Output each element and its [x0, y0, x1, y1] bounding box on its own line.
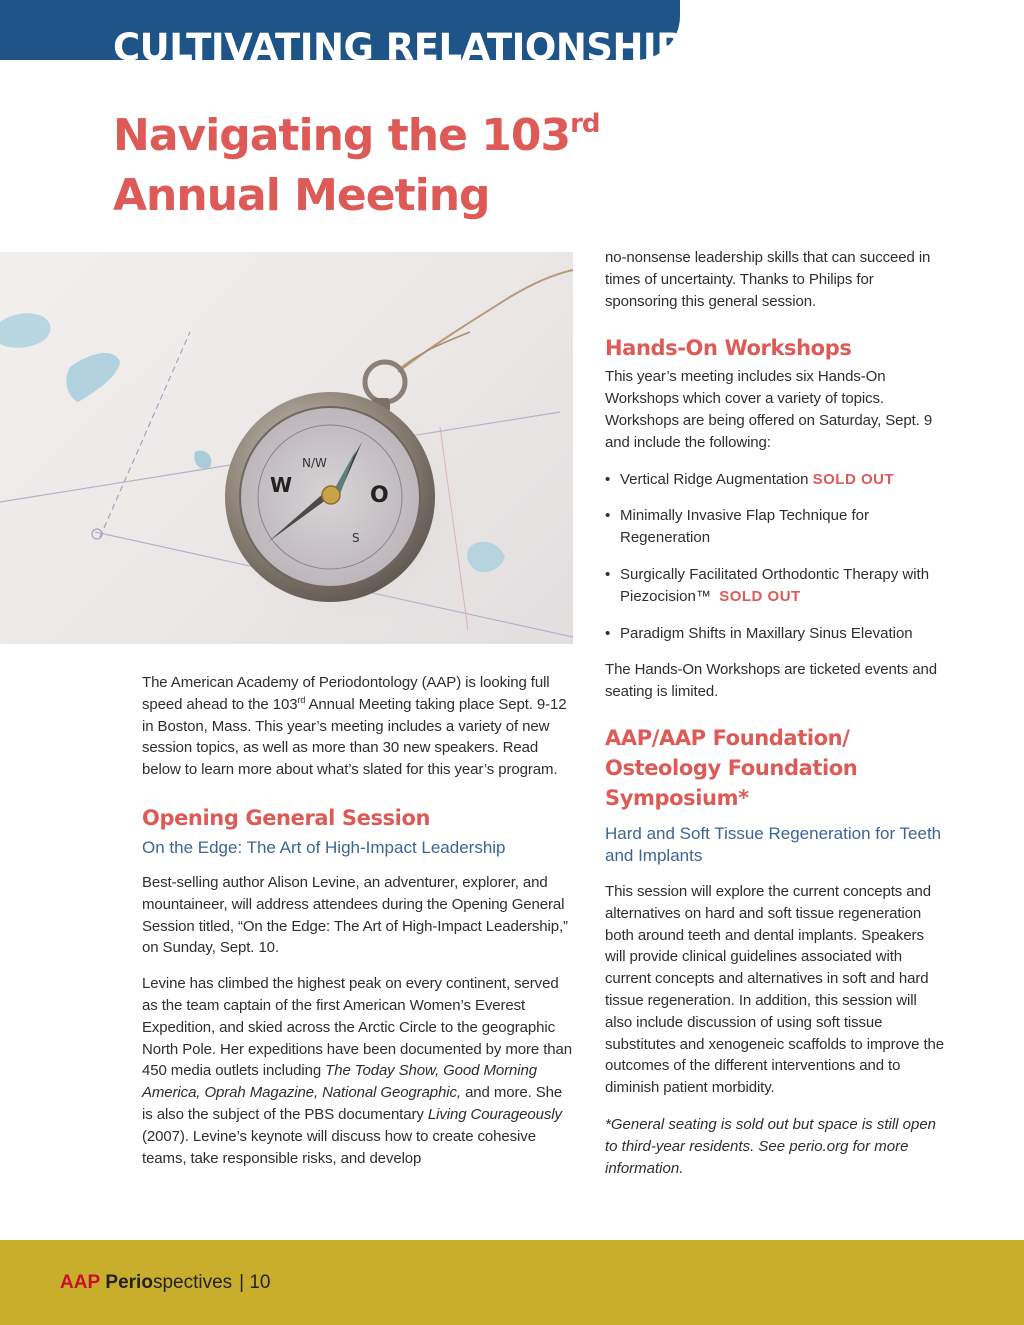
title-superscript: rd — [570, 109, 600, 139]
workshop-item: • Surgically Facilitated Orthodontic Therapy with Piezocision™ SOLD OUT — [605, 565, 930, 605]
page-title — [113, 106, 600, 226]
compass-pivot — [322, 486, 340, 504]
brand-perio: Perio — [105, 1272, 153, 1293]
symposium-subheading: Hard and Soft Tissue Regeneration for Teeth and Implants — [605, 823, 942, 865]
footer-brand — [60, 1272, 271, 1294]
compass-string — [398, 270, 573, 372]
sold-out-badge: SOLD OUT — [812, 470, 895, 488]
right-column — [605, 247, 945, 1179]
workshop-item: • Vertical Ridge Augmentation SOLD OUT — [605, 470, 895, 488]
map-lake — [194, 451, 211, 469]
dial-mark-s: S — [352, 531, 360, 545]
opening-session-heading: Opening General Session — [142, 805, 431, 830]
symposium-note: *General seating is sold out but space is still open to third-year residents. See perio.org for more information. — [605, 1115, 937, 1177]
symposium-heading: AAP/AAP Foundation/ Osteology Foundation Symposium* — [605, 725, 858, 810]
map-lake — [467, 542, 505, 572]
opening-session-subheading: On the Edge: The Art of High-Impact Leadership — [142, 837, 506, 857]
section-label: CULTIVATING RELATIONSHIPS — [113, 26, 709, 69]
dial-mark-w: W — [270, 473, 293, 497]
workshop-item: • Paradigm Shifts in Maxillary Sinus Elevation — [605, 624, 913, 642]
left-column — [142, 672, 572, 1169]
workshop-item: • Minimally Invasive Flap Technique for Regeneration — [605, 507, 870, 547]
opening-session-paragraph-3: no-nonsense leadership skills that can succeed in times of uncertainty. Thanks to Philips for sponsoring this general session. — [605, 249, 931, 310]
map-lake — [0, 313, 50, 348]
brand-rest: spectives — [152, 1272, 233, 1293]
title-line-1: Navigating the 103 — [113, 110, 571, 161]
compass-photo — [0, 252, 573, 644]
intro-paragraph: The American Academy of Periodontology (AAP) is looking full speed ahead to the 103rd Annual Meeting taking place Sept. 9-12 in Boston, Mass. This year’s meeting includes a variety of new session topics, as well as more than 30 new speakers. Read below to learn more about what’s slated for this year’s program. — [142, 674, 567, 779]
sold-out-badge: SOLD OUT — [719, 587, 801, 605]
brand-aap: AAP — [60, 1272, 101, 1293]
page-number: 10 — [249, 1272, 271, 1293]
dial-mark-o: O — [370, 483, 389, 508]
opening-session-paragraph-1: Best-selling author Alison Levine, an adventurer, explorer, and mountaineer, will address attendees during the Opening General Session titled, “On the Edge: The Art of High-Impact Leadership,” on Sunday, Sept. 10. — [142, 873, 568, 957]
dial-mark-nw: N/W — [302, 456, 327, 470]
title-line-2: Annual Meeting — [113, 170, 490, 221]
symposium-body: This session will explore the current concepts and alternatives on hard and soft tissue regeneration both around teeth and dental implants. Speakers will provide clinical guidelines associated with current concepts and alternatives in soft and hard tissue regeneration. In addition, this session will also include discussion of using soft tissue substitutes and xenogeneic scaffolds to improve the outcomes of the different interventions and to diminish patient morbidity. — [605, 882, 944, 1097]
workshops-intro: This year’s meeting includes six Hands-On Workshops which cover a variety of topics. Workshops are being offered on Saturday, Sept. 9 and include the following: — [605, 368, 933, 451]
map-lake — [66, 353, 120, 402]
footer-separator: | — [239, 1272, 245, 1293]
footer-bar — [0, 1240, 1024, 1325]
compass-ring — [365, 362, 405, 402]
workshops-heading: Hands-On Workshops — [605, 336, 852, 361]
compass-illustration — [0, 252, 573, 644]
opening-session-paragraph-2: Levine has climbed the highest peak on every continent, served as the team captain of the first American Women’s Everest Expedition, and skied across the Arctic Circle to the geographic North Pole. Her expeditions have been documented by more than 450 media outlets including The Today Show, Good Morning America, Oprah Magazine, National Geographic, and more. She is also the subject of the PBS documentary Living Courageously (2007). Levine’s keynote will discuss how to create cohesive teams, take responsible risks, and develop — [142, 975, 572, 1167]
workshop-list — [605, 469, 945, 645]
chart-marker — [92, 529, 102, 539]
workshops-closing: The Hands-On Workshops are ticketed events and seating is limited. — [605, 661, 937, 701]
